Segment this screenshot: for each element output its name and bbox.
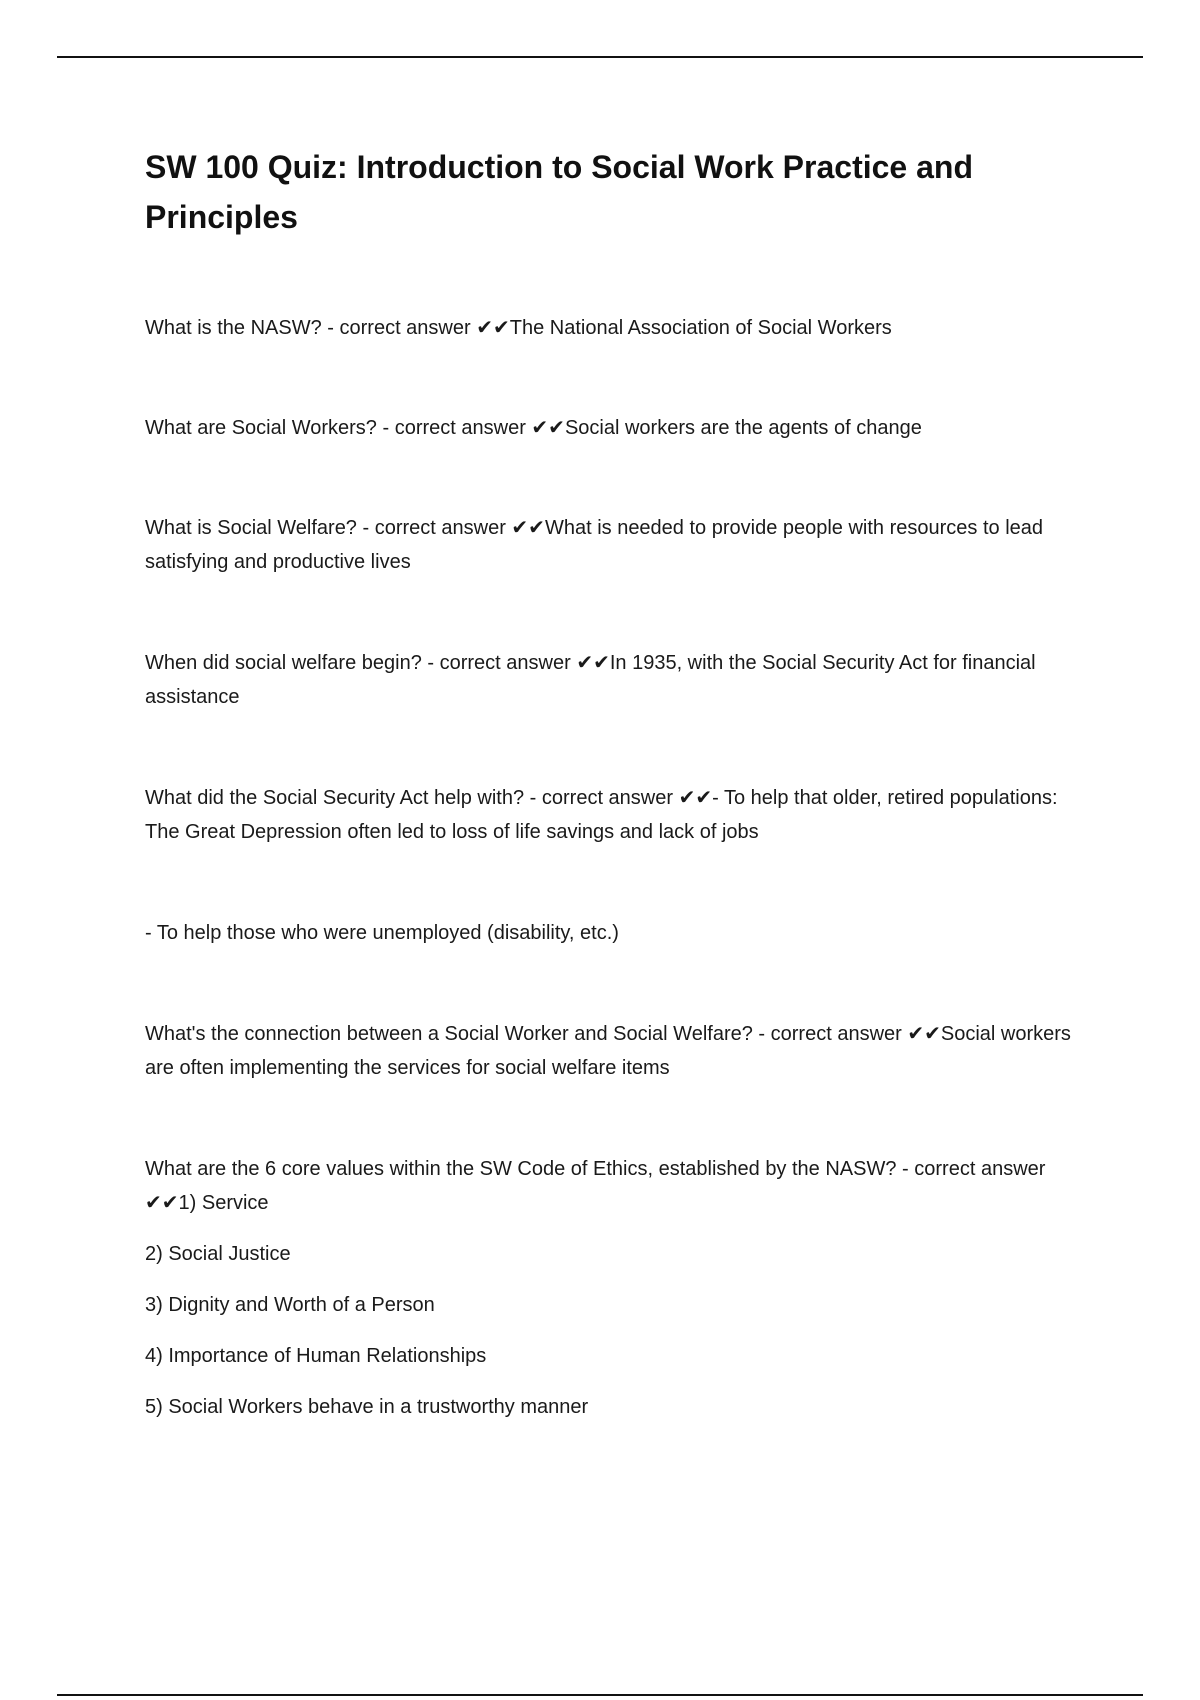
qa-entry-nasw [145, 311, 1095, 345]
qa-entry-ssa-help [145, 781, 1095, 849]
qa-entry-connection [145, 1017, 1095, 1085]
bottom-rule [57, 1694, 1143, 1696]
core-value-item: 5) Social Workers behave in a trustworthy manner [145, 1396, 589, 1418]
answer-text: Social workers are the agents of change [564, 417, 922, 439]
answer-marker: - correct answer ✔✔ [327, 317, 510, 339]
answer-text: What is needed to provide people with resources to lead satisfying and productive lives [145, 517, 1044, 573]
answer-text: In 1935, with the Social Security Act for financial assistance [145, 652, 1036, 708]
question-text: When did social welfare begin? [145, 652, 422, 674]
answer-marker: - correct answer ✔✔ [758, 1023, 941, 1045]
answer-marker: - correct answer ✔✔ [145, 1158, 1046, 1214]
answer-text: Social workers are often implementing the services for social welfare items [145, 1023, 1071, 1079]
answer-marker: - correct answer ✔✔ [427, 652, 610, 674]
core-value-item: 3) Dignity and Worth of a Person [145, 1294, 435, 1316]
core-value-item: 4) Importance of Human Relationships [145, 1345, 487, 1367]
answer-text: 1) Service [178, 1192, 269, 1214]
answer-marker: - correct answer ✔✔ [529, 787, 713, 809]
qa-continuation: - To help those who were unemployed (disability, etc.) [145, 922, 619, 944]
page-content [145, 142, 1095, 1424]
answer-marker: - correct answer ✔✔ [362, 517, 545, 539]
top-rule [57, 56, 1143, 58]
answer-marker: - correct answer ✔✔ [382, 417, 565, 439]
question-text: What's the connection between a Social Worker and Social Welfare? [145, 1023, 753, 1045]
question-text: What are Social Workers? [145, 417, 377, 439]
core-value-item: 2) Social Justice [145, 1243, 291, 1265]
question-text: What is Social Welfare? [145, 517, 357, 539]
qa-entry-social-welfare [145, 511, 1095, 579]
question-text: What did the Social Security Act help with? [145, 787, 525, 809]
qa-entry-social-workers [145, 411, 1095, 445]
question-text: What are the 6 core values within the SW Code of Ethics, established by the NASW? [145, 1158, 897, 1180]
answer-text: - To help that older, retired populations: The Great Depression often led to loss of life savings and lack of jobs [145, 787, 1058, 843]
qa-entry-welfare-begin [145, 646, 1095, 714]
document-title: SW 100 Quiz: Introduction to Social Work Practice and Principles [145, 149, 973, 235]
qa-entry-core-values [145, 1152, 1095, 1220]
question-text: What is the NASW? [145, 317, 322, 339]
answer-text: The National Association of Social Workers [509, 317, 892, 339]
